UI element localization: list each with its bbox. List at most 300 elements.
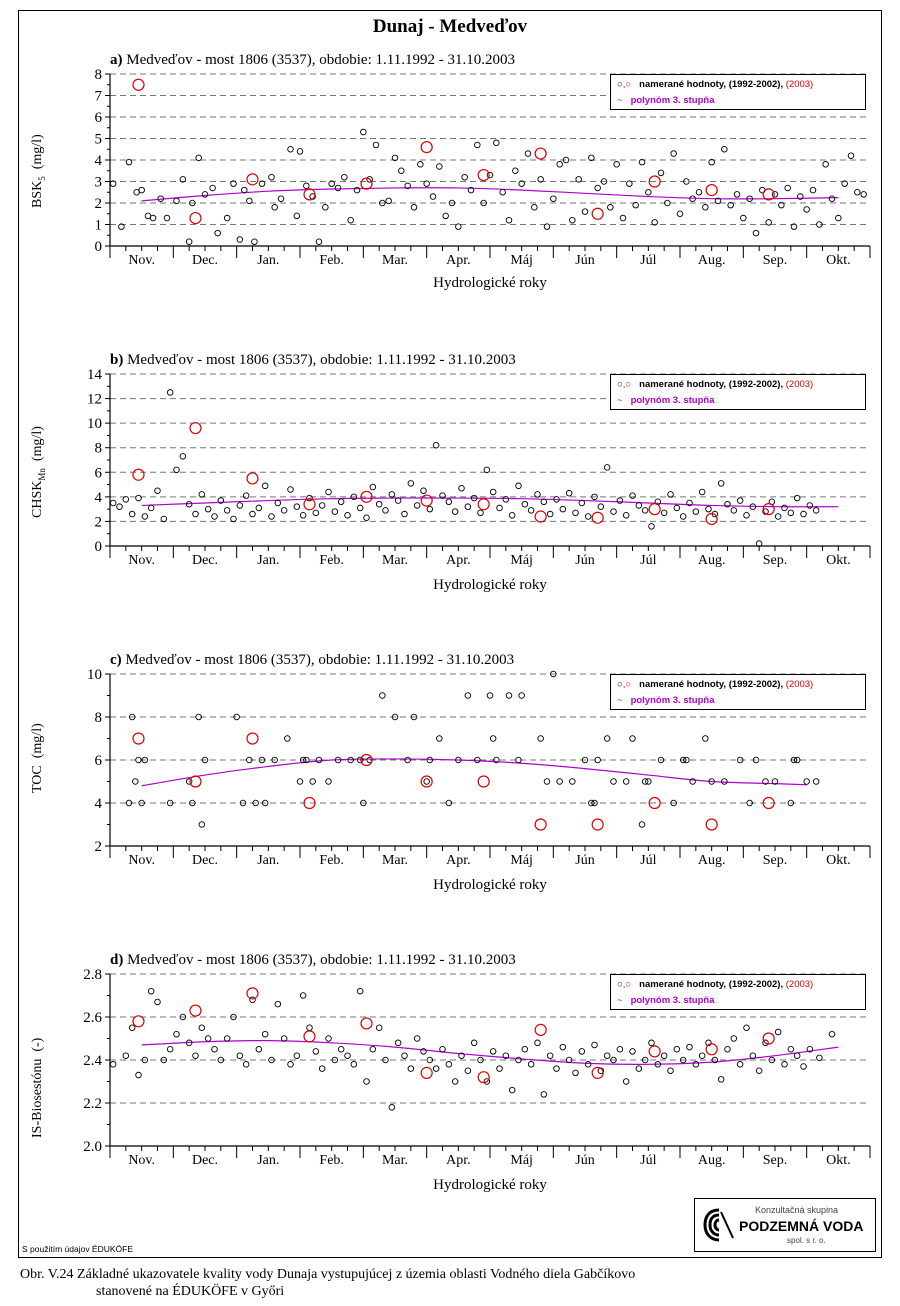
data-point-measured xyxy=(395,1040,401,1046)
data-point-measured xyxy=(490,1049,496,1055)
data-point-measured xyxy=(319,1066,325,1072)
data-point-measured xyxy=(766,220,772,226)
y-tick-label: 14 xyxy=(87,367,102,383)
data-point-measured xyxy=(718,1077,724,1083)
y-axis-label: TOC (mg/l) xyxy=(30,723,45,793)
y-tick-label: 3 xyxy=(94,174,102,191)
x-tick-label: Okt. xyxy=(826,853,851,868)
data-point-2003 xyxy=(592,819,603,830)
data-point-measured xyxy=(557,162,563,168)
data-point-measured xyxy=(699,489,705,495)
data-point-measured xyxy=(196,155,202,161)
data-point-measured xyxy=(193,1053,199,1059)
data-point-measured xyxy=(186,779,192,785)
data-point-measured xyxy=(199,822,205,828)
data-point-measured xyxy=(677,211,683,217)
x-tick-label: Mar. xyxy=(381,553,409,568)
data-point-measured xyxy=(174,198,180,204)
data-point-measured xyxy=(490,736,496,742)
x-tick-label: Apr. xyxy=(446,853,471,868)
data-point-measured xyxy=(687,1044,693,1050)
data-point-measured xyxy=(573,1070,579,1076)
x-tick-label: Jún xyxy=(575,1153,595,1168)
data-point-2003 xyxy=(247,473,258,484)
x-axis-title: Hydrologické roky xyxy=(433,877,547,893)
y-tick-label: 2.0 xyxy=(83,1139,102,1155)
data-point-measured xyxy=(456,224,462,230)
data-point-measured xyxy=(528,1062,534,1068)
chart-panel-c xyxy=(0,648,900,948)
data-point-measured xyxy=(126,159,132,165)
x-tick-label: Nov. xyxy=(128,253,156,268)
data-point-measured xyxy=(604,736,610,742)
data-point-measured xyxy=(361,129,367,135)
data-point-measured xyxy=(658,170,664,176)
x-tick-label: Júl xyxy=(640,253,657,268)
data-point-measured xyxy=(186,239,192,245)
data-point-2003 xyxy=(478,499,489,510)
data-point-2003 xyxy=(361,1018,372,1029)
data-point-measured xyxy=(167,390,173,396)
data-point-measured xyxy=(411,205,417,211)
data-point-measured xyxy=(585,514,591,520)
x-axis-title: Hydrologické roky xyxy=(433,1177,547,1193)
data-point-measured xyxy=(437,736,443,742)
data-point-measured xyxy=(506,217,512,223)
y-tick-label: 2 xyxy=(94,196,102,212)
data-point-measured xyxy=(639,822,645,828)
data-point-measured xyxy=(696,189,702,195)
data-point-measured xyxy=(855,189,861,195)
data-point-measured xyxy=(598,504,604,510)
data-point-measured xyxy=(788,510,794,516)
y-tick-label: 5 xyxy=(94,131,102,148)
data-point-measured xyxy=(440,1046,446,1052)
data-point-measured xyxy=(269,174,275,180)
data-point-measured xyxy=(389,1105,395,1111)
y-tick-label: 4 xyxy=(94,153,102,169)
data-point-2003 xyxy=(535,148,546,159)
data-point-measured xyxy=(437,164,443,170)
data-point-measured xyxy=(383,508,389,514)
data-point-measured xyxy=(785,185,791,191)
data-point-measured xyxy=(110,500,116,506)
x-tick-label: Máj xyxy=(510,553,533,568)
x-tick-label: Sep. xyxy=(762,253,788,268)
data-point-measured xyxy=(623,779,629,785)
data-point-measured xyxy=(364,515,370,521)
data-point-measured xyxy=(674,505,680,511)
data-point-2003 xyxy=(592,1067,603,1078)
data-point-measured xyxy=(294,1053,300,1059)
data-point-measured xyxy=(275,500,281,506)
data-point-measured xyxy=(573,510,579,516)
data-point-2003 xyxy=(649,504,660,515)
data-point-measured xyxy=(804,207,810,213)
data-point-measured xyxy=(110,1062,116,1068)
y-tick-label: 8 xyxy=(94,67,102,83)
data-point-measured xyxy=(307,495,313,501)
x-tick-label: Apr. xyxy=(446,253,471,268)
data-point-measured xyxy=(703,736,709,742)
chart-panel-a xyxy=(0,48,900,348)
data-point-measured xyxy=(617,1046,623,1052)
data-point-measured xyxy=(614,162,620,168)
data-point-measured xyxy=(452,509,458,515)
data-point-measured xyxy=(829,1031,835,1037)
legend: ○,○ namerané hodnoty, (1992-2002), (2003) ~ polynóm 3. stupňa xyxy=(610,374,866,410)
data-point-measured xyxy=(288,487,294,493)
x-tick-label: Okt. xyxy=(826,553,851,568)
data-point-measured xyxy=(494,140,500,146)
data-point-measured xyxy=(487,693,493,699)
data-point-2003 xyxy=(421,495,432,506)
data-point-measured xyxy=(737,498,743,504)
data-point-measured xyxy=(731,1036,737,1042)
data-point-measured xyxy=(335,185,341,191)
data-point-measured xyxy=(570,217,576,223)
x-tick-label: Sep. xyxy=(762,553,788,568)
data-point-measured xyxy=(706,506,712,512)
data-point-measured xyxy=(547,511,553,517)
data-point-measured xyxy=(722,146,728,152)
data-point-measured xyxy=(532,205,538,211)
company-logo: Konzultačná skupina PODZEMNÁ VODA spol. s r. o. xyxy=(694,1198,876,1252)
data-point-measured xyxy=(136,495,142,501)
data-point-measured xyxy=(294,213,300,219)
data-point-measured xyxy=(744,512,750,518)
data-point-measured xyxy=(364,1079,370,1085)
data-point-measured xyxy=(399,168,405,174)
data-point-measured xyxy=(262,1031,268,1037)
data-point-measured xyxy=(544,224,550,230)
data-point-measured xyxy=(836,215,842,221)
data-point-measured xyxy=(275,1001,281,1007)
chart-panel-b xyxy=(0,348,900,648)
data-point-measured xyxy=(373,142,379,148)
data-point-measured xyxy=(604,465,610,471)
y-tick-label: 6 xyxy=(94,110,102,126)
y-tick-label: 6 xyxy=(94,753,102,769)
data-point-measured xyxy=(380,693,386,699)
data-point-2003 xyxy=(535,819,546,830)
data-point-measured xyxy=(446,499,452,505)
data-point-measured xyxy=(801,511,807,517)
data-point-measured xyxy=(788,1046,794,1052)
data-point-measured xyxy=(671,151,677,157)
y-tick-label: 4 xyxy=(94,489,102,506)
data-point-measured xyxy=(646,189,652,195)
x-tick-label: Máj xyxy=(510,1153,533,1168)
data-point-measured xyxy=(205,1036,211,1042)
data-point-measured xyxy=(326,779,332,785)
x-tick-label: Dec. xyxy=(191,1153,219,1168)
x-tick-label: Okt. xyxy=(826,1153,851,1168)
x-tick-label: Jan. xyxy=(257,1153,280,1168)
data-point-measured xyxy=(452,1079,458,1085)
trend-line xyxy=(142,498,839,507)
data-point-measured xyxy=(490,489,496,495)
y-tick-label: 10 xyxy=(87,667,102,683)
data-point-measured xyxy=(338,1046,344,1052)
data-point-2003 xyxy=(190,213,201,224)
data-point-measured xyxy=(370,484,376,490)
data-point-measured xyxy=(693,1062,699,1068)
data-point-measured xyxy=(180,454,186,460)
data-point-measured xyxy=(522,501,528,507)
data-point-measured xyxy=(551,196,557,202)
source-note: S použitím údajov ÉDUKÖFE xyxy=(22,1244,134,1254)
data-point-measured xyxy=(243,1062,249,1068)
data-point-measured xyxy=(316,239,322,245)
figure-caption: Obr. V.24 Základné ukazovatele kvality vody Dunaja vystupujúcej z územia oblasti Vodného diela Gabčíkovo stanovené na ÉDUKÖFE v Győri xyxy=(20,1267,636,1299)
data-point-measured xyxy=(693,509,699,515)
data-point-2003 xyxy=(421,142,432,153)
x-tick-label: Mar. xyxy=(381,253,409,268)
data-point-measured xyxy=(519,693,525,699)
data-point-measured xyxy=(699,1053,705,1059)
data-point-measured xyxy=(205,506,211,512)
data-point-measured xyxy=(155,488,161,494)
data-point-measured xyxy=(345,1053,351,1059)
data-point-measured xyxy=(129,1025,135,1031)
data-point-measured xyxy=(484,467,490,473)
data-point-measured xyxy=(117,504,123,510)
data-point-measured xyxy=(142,514,148,520)
data-point-measured xyxy=(497,1066,503,1072)
y-tick-label: 1 xyxy=(94,217,102,234)
data-point-measured xyxy=(544,779,550,785)
data-point-measured xyxy=(630,493,636,499)
data-point-measured xyxy=(210,185,216,191)
data-point-2003 xyxy=(133,469,144,480)
data-point-measured xyxy=(459,485,465,491)
x-tick-label: Máj xyxy=(510,253,533,268)
data-point-2003 xyxy=(592,512,603,523)
y-tick-label: 2 xyxy=(94,839,102,855)
data-point-measured xyxy=(731,508,737,514)
x-tick-label: Sep. xyxy=(762,853,788,868)
data-point-measured xyxy=(323,205,329,211)
data-point-measured xyxy=(570,779,576,785)
y-tick-label: 12 xyxy=(87,391,102,408)
data-point-measured xyxy=(278,196,284,202)
data-point-measured xyxy=(326,489,332,495)
y-tick-label: 2.6 xyxy=(83,1010,102,1026)
x-tick-label: Jún xyxy=(575,253,595,268)
y-tick-label: 4 xyxy=(94,796,102,812)
data-point-measured xyxy=(408,1066,414,1072)
data-point-measured xyxy=(744,1025,750,1031)
data-point-measured xyxy=(516,483,522,489)
data-point-measured xyxy=(861,192,867,198)
data-point-measured xyxy=(753,230,759,236)
data-point-measured xyxy=(342,174,348,180)
data-point-2003 xyxy=(304,1031,315,1042)
legend: ○,○ namerané hodnoty, (1992-2002), (2003) ~ polynóm 3. stupňa xyxy=(610,74,866,110)
data-point-measured xyxy=(611,509,617,515)
data-point-measured xyxy=(256,1046,262,1052)
data-point-measured xyxy=(513,168,519,174)
data-point-2003 xyxy=(133,1016,144,1027)
data-point-2003 xyxy=(247,733,258,744)
data-point-measured xyxy=(123,1053,129,1059)
data-point-measured xyxy=(582,209,588,215)
y-tick-label: 8 xyxy=(94,440,102,457)
data-point-measured xyxy=(376,501,382,507)
data-point-measured xyxy=(237,1053,243,1059)
panel-title: a) Medveďov - most 1806 (3537), obdobie: 1.11.1992 - 31.10.2003 xyxy=(110,52,515,68)
data-point-measured xyxy=(522,1046,528,1052)
data-point-measured xyxy=(357,988,363,994)
data-point-measured xyxy=(848,153,854,159)
data-point-measured xyxy=(649,1040,655,1046)
data-point-measured xyxy=(718,481,724,487)
data-point-measured xyxy=(313,1049,319,1055)
data-point-2003 xyxy=(133,79,144,90)
y-tick-label: 0 xyxy=(94,539,102,555)
data-point-measured xyxy=(528,508,534,514)
data-point-measured xyxy=(560,1044,566,1050)
data-point-measured xyxy=(810,187,816,193)
data-point-measured xyxy=(252,239,258,245)
x-tick-label: Nov. xyxy=(128,853,156,868)
data-point-measured xyxy=(661,510,667,516)
data-point-measured xyxy=(345,512,351,518)
data-point-measured xyxy=(465,504,471,510)
data-point-measured xyxy=(174,1031,180,1037)
trend-line xyxy=(142,759,807,786)
data-point-2003 xyxy=(535,1024,546,1035)
data-point-measured xyxy=(297,779,303,785)
data-point-measured xyxy=(813,779,819,785)
data-point-measured xyxy=(794,1053,800,1059)
data-point-measured xyxy=(611,779,617,785)
data-point-measured xyxy=(506,693,512,699)
data-point-measured xyxy=(741,215,747,221)
data-point-measured xyxy=(636,503,642,509)
y-tick-label: 6 xyxy=(94,465,102,482)
data-point-measured xyxy=(535,492,541,498)
data-point-measured xyxy=(250,997,256,1003)
data-point-measured xyxy=(300,993,306,999)
data-point-2003 xyxy=(535,511,546,522)
data-point-measured xyxy=(620,215,626,221)
data-point-measured xyxy=(243,493,249,499)
data-point-measured xyxy=(332,509,338,515)
data-point-measured xyxy=(782,1062,788,1068)
data-point-2003 xyxy=(706,1044,717,1055)
panel-title: b) Medveďov - most 1806 (3537), obdobie: 1.11.1992 - 31.10.2003 xyxy=(110,352,516,368)
data-point-measured xyxy=(630,736,636,742)
x-tick-label: Nov. xyxy=(128,553,156,568)
data-point-measured xyxy=(338,499,344,505)
data-point-measured xyxy=(794,495,800,501)
data-point-measured xyxy=(623,1079,629,1085)
data-point-measured xyxy=(250,511,256,517)
x-tick-label: Jún xyxy=(575,853,595,868)
data-point-measured xyxy=(386,198,392,204)
data-point-measured xyxy=(801,1064,807,1070)
x-tick-label: Aug. xyxy=(697,253,726,268)
data-point-measured xyxy=(224,1036,230,1042)
data-point-measured xyxy=(560,506,566,512)
panel-title: d) Medveďov - most 1806 (3537), obdobie: 1.11.1992 - 31.10.2003 xyxy=(110,952,516,968)
data-point-measured xyxy=(541,1092,547,1098)
x-tick-label: Apr. xyxy=(446,1153,471,1168)
x-tick-label: Jún xyxy=(575,553,595,568)
data-point-measured xyxy=(807,503,813,509)
x-axis-title: Hydrologické roky xyxy=(433,275,547,291)
x-tick-label: Feb. xyxy=(319,553,344,568)
data-point-measured xyxy=(487,172,493,178)
data-point-measured xyxy=(150,215,156,221)
data-point-measured xyxy=(256,505,262,511)
data-point-measured xyxy=(623,512,629,518)
x-tick-label: Feb. xyxy=(319,253,344,268)
data-point-measured xyxy=(300,512,306,518)
data-point-2003 xyxy=(190,1005,201,1016)
data-point-measured xyxy=(237,503,243,509)
data-point-2003 xyxy=(247,174,258,185)
x-tick-label: Júl xyxy=(640,553,657,568)
data-point-measured xyxy=(129,511,135,517)
data-point-measured xyxy=(446,1062,452,1068)
y-tick-label: 2.8 xyxy=(83,967,102,983)
data-point-measured xyxy=(414,1036,420,1042)
data-point-measured xyxy=(604,1053,610,1059)
data-point-2003 xyxy=(304,499,315,510)
x-tick-label: Dec. xyxy=(191,853,219,868)
x-tick-label: Nov. xyxy=(128,1153,156,1168)
data-point-measured xyxy=(424,779,430,785)
x-tick-label: Jan. xyxy=(257,853,280,868)
x-tick-label: Mar. xyxy=(381,1153,409,1168)
data-point-measured xyxy=(630,1049,636,1055)
data-point-measured xyxy=(478,510,484,516)
data-point-2003 xyxy=(478,776,489,787)
data-point-measured xyxy=(595,185,601,191)
data-point-2003 xyxy=(706,819,717,830)
x-tick-label: Dec. xyxy=(191,253,219,268)
data-point-measured xyxy=(224,215,230,221)
data-point-measured xyxy=(433,1066,439,1072)
data-point-measured xyxy=(592,1042,598,1048)
data-point-measured xyxy=(734,192,740,198)
data-point-measured xyxy=(272,205,278,211)
data-point-measured xyxy=(424,181,430,187)
data-point-measured xyxy=(139,187,145,193)
data-point-measured xyxy=(237,237,243,243)
data-point-measured xyxy=(547,1053,553,1059)
x-tick-label: Sep. xyxy=(762,1153,788,1168)
y-tick-label: 2.4 xyxy=(83,1053,102,1069)
data-point-measured xyxy=(642,508,648,514)
data-point-measured xyxy=(817,1055,823,1061)
x-tick-label: Máj xyxy=(510,853,533,868)
data-point-measured xyxy=(402,511,408,517)
data-point-measured xyxy=(262,483,268,489)
data-point-2003 xyxy=(706,185,717,196)
data-point-measured xyxy=(297,149,303,155)
data-point-measured xyxy=(212,514,218,520)
data-point-measured xyxy=(703,205,709,211)
y-tick-label: 7 xyxy=(94,88,102,105)
data-point-measured xyxy=(288,1062,294,1068)
data-point-measured xyxy=(465,693,471,699)
data-point-measured xyxy=(174,467,180,473)
data-point-2003 xyxy=(706,513,717,524)
